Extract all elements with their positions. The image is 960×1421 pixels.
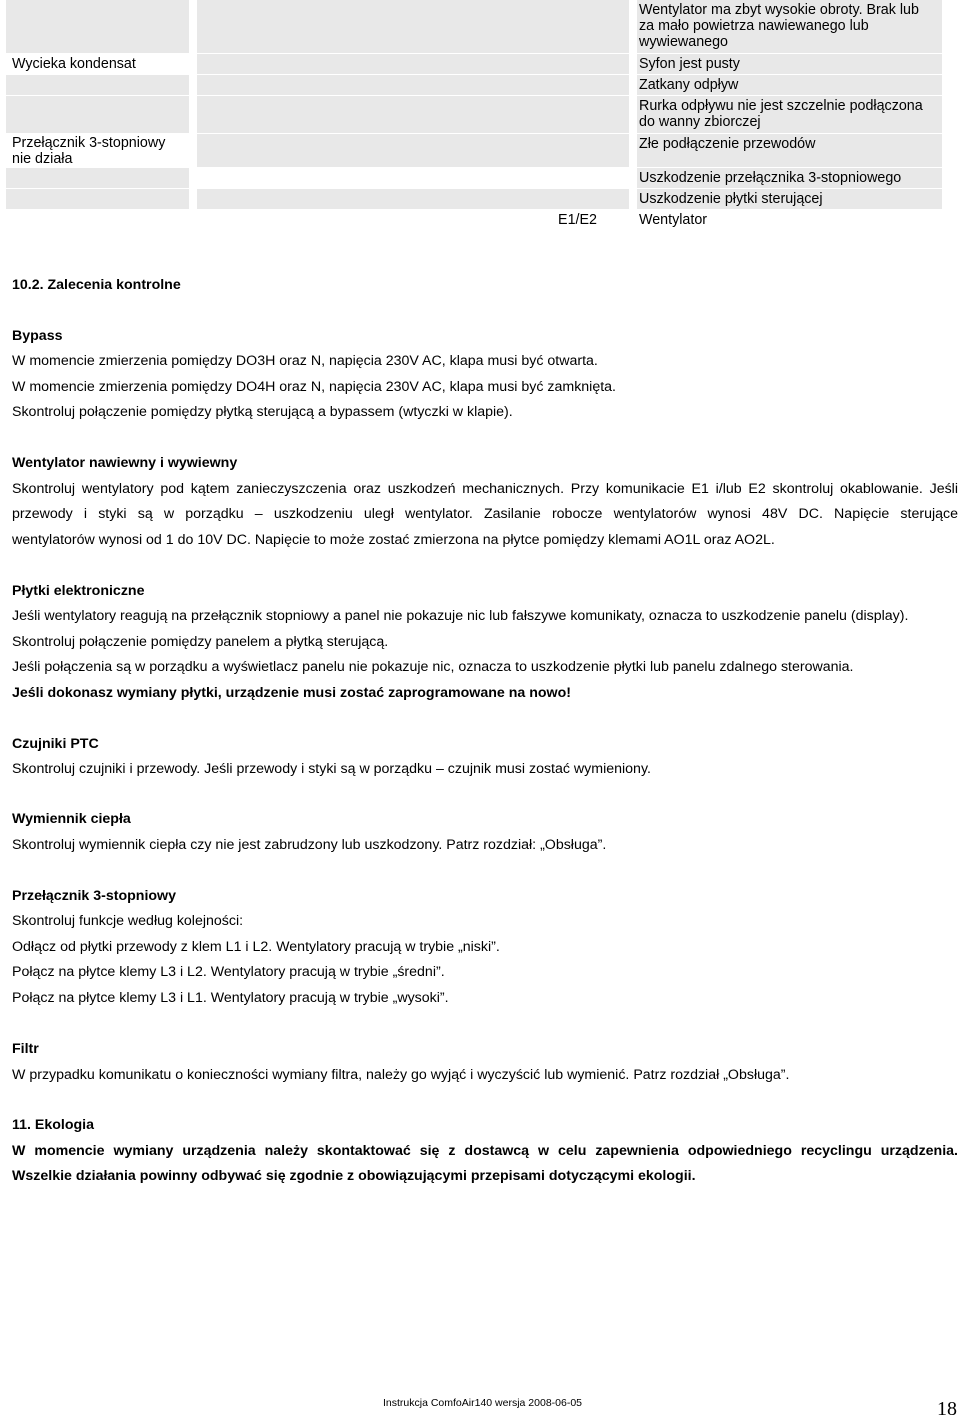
table-cell: [197, 54, 629, 74]
table-cell: [197, 134, 629, 167]
table-cell: Uszkodzenie przełącznika 3-stopniowego: [637, 168, 942, 188]
table-cell: [197, 168, 629, 188]
exchanger-heading: Wymiennik ciepła: [12, 811, 131, 827]
table-cell: Przełącznik 3-stopniowy nie działa: [6, 134, 189, 167]
switch-line: Skontroluj funkcje według kolejności:: [12, 913, 244, 929]
table-cell: [6, 96, 189, 133]
bypass-line: Skontroluj połączenie pomiędzy płytką sterującą a bypassem (wtyczki w klapie).: [12, 404, 513, 420]
filter-heading: Filtr: [12, 1041, 39, 1057]
table-cell: [197, 0, 629, 53]
fans-heading: Wentylator nawiewny i wywiewny: [12, 455, 238, 471]
switch-heading: Przełącznik 3-stopniowy: [12, 888, 176, 904]
table-cell: [6, 75, 189, 95]
table-cell: [197, 75, 629, 95]
ptc-line: Skontroluj czujniki i przewody. Jeśli przewody i styki są w porządku – czujnik musi zostać wymieniony.: [12, 761, 651, 777]
table-cell: [6, 168, 189, 188]
troubleshooting-table: [6, 0, 942, 236]
table-cell: [197, 189, 629, 209]
table-cell: Uszkodzenie płytki sterującej: [637, 189, 942, 209]
exchanger-line: Skontroluj wymiennik ciepła czy nie jest zabrudzony lub uszkodzony. Patrz rozdział: „Obsługa”.: [12, 837, 607, 853]
switch-line: Odłącz od płytki przewody z klem L1 i L2. Wentylatory pracują w trybie „niski”.: [12, 939, 500, 955]
table-cell: Zatkany odpływ: [637, 75, 942, 95]
table-cell: E1/E2: [197, 210, 629, 230]
switch-line: Połącz na płytce klemy L3 i L2. Wentylatory pracują w trybie „średni”.: [12, 964, 445, 980]
table-cell: [6, 0, 189, 53]
boards-heading: Płytki elektroniczne: [12, 583, 145, 599]
table-cell: Wentylator: [637, 210, 942, 230]
fans-line: wentylatorów wynosi od 1 do 10V DC. Napięcie to może zostać zmierzona na płytce pomiędzy klemami AO1L oraz AO2L.: [12, 532, 775, 548]
bypass-line: W momencie zmierzenia pomiędzy DO4H oraz N, napięcia 230V AC, klapa musi być zamknięta.: [12, 379, 617, 395]
bypass-line: W momencie zmierzenia pomiędzy DO3H oraz N, napięcia 230V AC, klapa musi być otwarta.: [12, 353, 598, 369]
section-title: 10.2. Zalecenia kontrolne: [12, 277, 181, 293]
fans-line: Skontroluj wentylatory pod kątem zanieczyszczenia oraz uszkodzeń mechanicznych. Przy komunikacie E1 i/lub E2 skontroluj okablowanie. Jeśli: [12, 481, 958, 497]
ecology-heading: 11. Ekologia: [12, 1117, 95, 1133]
table-cell: Syfon jest pusty: [637, 54, 942, 74]
boards-line: Jeśli wentylatory reagują na przełącznik stopniowy a panel nie pokazuje nic lub fałszywe komunikaty, oznacza to uszkodzenie panelu (display).: [12, 608, 909, 624]
boards-warning: Jeśli dokonasz wymiany płytki, urządzenie musi zostać zaprogramowane na nowo!: [12, 685, 571, 701]
ecology-line: Wszelkie działania powinny odbywać się zgodnie z obowiązującymi przepisami dotyczącymi ekologii.: [12, 1168, 696, 1184]
table-cell: Złe podłączenie przewodów: [637, 134, 942, 167]
switch-line: Połącz na płytce klemy L3 i L1. Wentylatory pracują w trybie „wysoki”.: [12, 990, 449, 1006]
bypass-heading: Bypass: [12, 328, 63, 344]
boards-line: Skontroluj połączenie pomiędzy panelem a płytką sterującą.: [12, 634, 389, 650]
table-cell: Wentylator ma zbyt wysokie obroty. Brak lub za mało powietrza nawiewanego lub wywiewanego: [637, 0, 942, 53]
filter-line: W przypadku komunikatu o konieczności wymiany filtra, należy go wyjąć i wyczyścić lub wymienić. Patrz rozdział „Obsługa”.: [12, 1067, 790, 1083]
table-cell: Wycieka kondensat: [6, 54, 189, 74]
page-number: 18: [937, 1398, 957, 1420]
page-footer: Instrukcja ComfoAir140 wersja 2008-06-05: [383, 1397, 583, 1409]
ptc-heading: Czujniki PTC: [12, 736, 99, 752]
table-cell: [197, 96, 629, 133]
boards-line: Jeśli połączenia są w porządku a wyświetlacz panelu nie pokazuje nic, oznacza to uszkodzenie płytki lub panelu zdalnego sterowania.: [12, 659, 854, 675]
table-cell: [6, 189, 189, 209]
fans-line: przewody i styki są w porządku – uszkodzeniu uległ wentylator. Zasilanie robocze wentylatorów wynosi 48V DC. Napięcie sterujące: [12, 506, 958, 522]
ecology-line: W momencie wymiany urządzenia należy skontaktować się z dostawcą w celu zapewnienia odpowiedniego recyclingu urządzenia.: [12, 1143, 958, 1159]
table-cell: [6, 210, 189, 230]
table-cell: Rurka odpływu nie jest szczelnie podłączona do wanny zbiorczej: [637, 96, 942, 133]
